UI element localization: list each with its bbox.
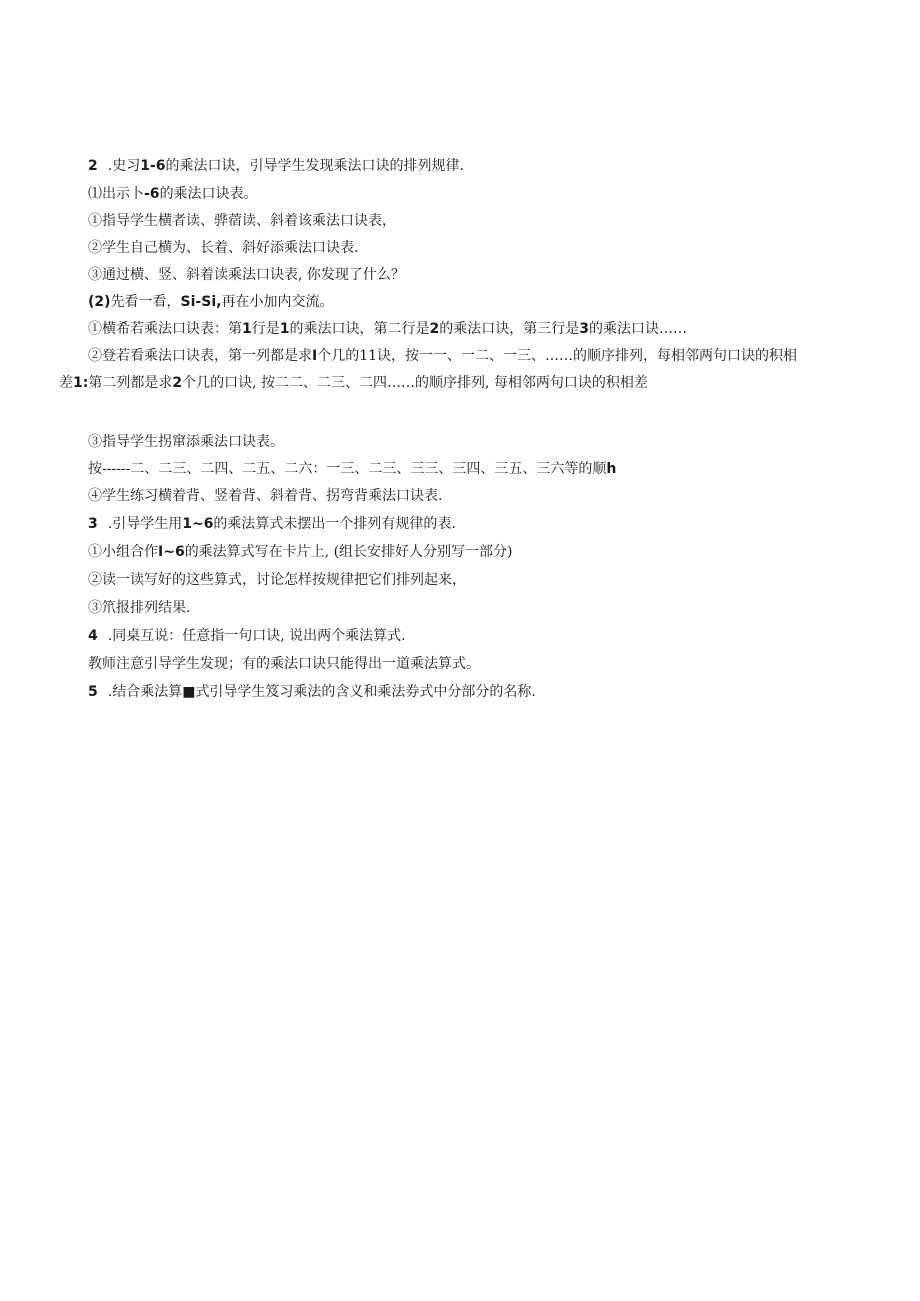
text: 按------二、二三、二四、二五、二六：一三、二三、三三、三四、三五、三六等的顺 <box>88 461 607 477</box>
bold-text: 1: <box>73 375 89 391</box>
substep-continuation <box>59 373 860 393</box>
bold-text: 2 <box>429 321 440 337</box>
item-number: 5 <box>88 684 98 700</box>
text: 的乘法口诀，引导学生发现乘法口诀的排列规律. <box>165 158 464 174</box>
text: 第二列都是求 <box>88 375 173 391</box>
bold-text: h <box>606 461 617 477</box>
item-3-heading <box>88 514 860 534</box>
item-2-heading <box>88 156 860 176</box>
bold-text: Si-Si, <box>180 294 222 310</box>
text: ④学生练习横着背、竖着背、斜着背、拐弯背乘法口诀表. <box>88 488 443 504</box>
step-1-heading <box>88 184 860 204</box>
substep-line <box>88 542 860 562</box>
text: 的乘法算式未摆出一个排列有规律的表. <box>213 516 456 532</box>
step-2-heading <box>88 292 860 312</box>
substep-line <box>88 570 860 590</box>
bold-text: (2) <box>88 294 111 310</box>
text: 的乘法口诀，第三行是 <box>439 321 580 337</box>
bold-text: 1 <box>242 321 252 337</box>
bold-text: I~6 <box>158 544 185 560</box>
text: ②读一读写好的这些算式，讨论怎样按规律把它们排列起来， <box>88 572 466 588</box>
text: ②学生自己横为、长着、斜好添乘法口诀表. <box>88 240 359 256</box>
text: .结合乘法算 <box>107 684 183 700</box>
item-number: 3 <box>88 516 98 532</box>
text: 教师注意引导学生发现；有的乘法口诀只能得出一道乘法算式。 <box>88 656 480 672</box>
item-4-heading <box>88 626 860 646</box>
text: ③指导学生拐窜添乘法口诀表。 <box>88 434 284 450</box>
bold-text: I <box>312 348 318 364</box>
text: 个几的11诀，按一一、一二、一三、……的顺序排列，每相邻两句口诀的积相 <box>317 348 798 364</box>
substep-line <box>88 432 860 452</box>
substep-line <box>88 319 860 339</box>
text: ③通过横、竖、斜着读乘法口诀表, 你发现了什么？ <box>88 267 405 283</box>
substep-line <box>88 459 860 479</box>
substep-line <box>88 211 860 231</box>
item-number: 4 <box>88 628 98 644</box>
text: ⑴出示卜 <box>88 186 144 202</box>
bold-text: 1 <box>279 321 290 337</box>
substep-line <box>88 265 860 285</box>
bold-text: 1-6 <box>140 158 166 174</box>
text: 的乘法口诀表。 <box>159 186 258 202</box>
text: .同桌互说：任意指一句口诀, 说出两个乘法算式. <box>107 628 406 644</box>
item-5-heading <box>88 682 860 702</box>
substep-line <box>88 654 860 674</box>
substep-line <box>88 486 860 506</box>
text: 的乘法算式写在卡片上, (组长安排好人分别写一部分) <box>184 544 513 560</box>
text: ③笊报排列结果. <box>88 600 191 616</box>
text: .引导学生用 <box>107 516 183 532</box>
text: 式引导学生笈习乘法的含义和乘法券式中分部分的名称. <box>195 684 536 700</box>
text: ①横希若乘法口诀表：第 <box>88 321 242 337</box>
bold-text: 2 <box>172 375 183 391</box>
text: 差 <box>59 375 73 391</box>
bold-text: ■ <box>182 684 196 700</box>
substep-line <box>88 346 860 366</box>
text: 个几的口诀, 按二二、二三、二四……的顺序排列, 每相邻两句口诀的积相差 <box>182 375 648 391</box>
text: .史习 <box>107 158 141 174</box>
text: 再在小加内交流。 <box>221 294 334 310</box>
text: 先看一看， <box>110 294 181 310</box>
text: ②登若看乘法口诀表，第一列都是求 <box>88 348 312 364</box>
substep-line <box>88 598 860 618</box>
text: ①小组合作 <box>88 544 158 560</box>
item-number: 2 <box>88 158 98 174</box>
text: 的乘法口诀…… <box>589 321 687 337</box>
text: 行是 <box>251 321 280 337</box>
text: ①指导学生横者读、骅蓿读、斜着该乘法口诀表， <box>88 213 396 229</box>
bold-text: 3 <box>579 321 589 337</box>
substep-line <box>88 238 860 258</box>
text: 的乘法口诀，第二行是 <box>289 321 430 337</box>
bold-text: -6 <box>144 186 160 202</box>
bold-text: 1~6 <box>182 516 214 532</box>
